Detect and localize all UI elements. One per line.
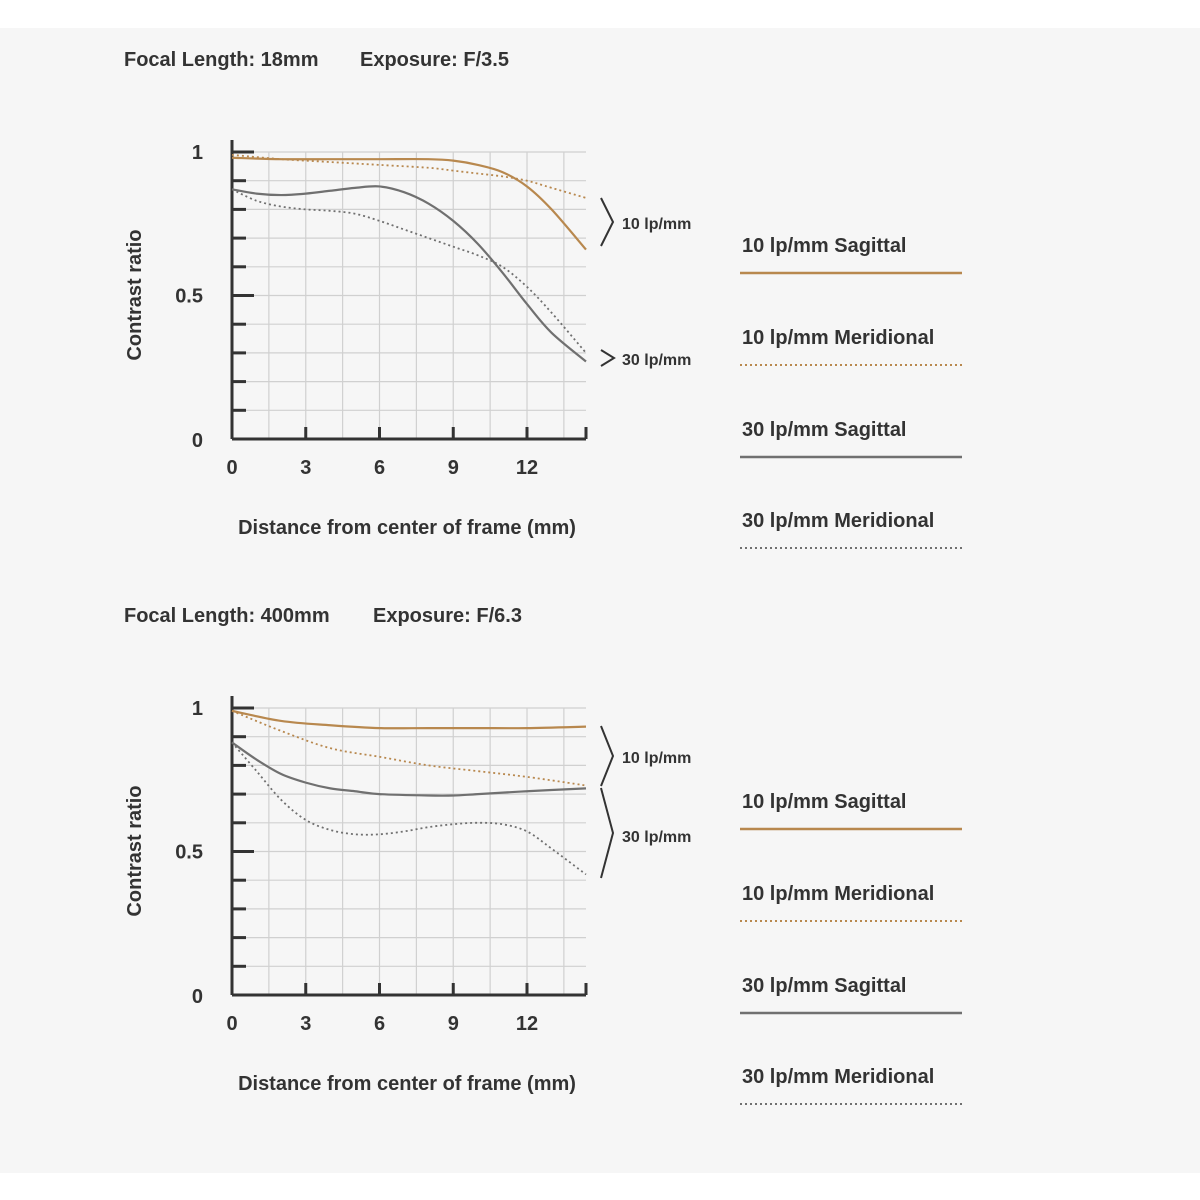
- chart2-exposure-subtitle: Exposure: F/6.3: [373, 605, 522, 627]
- chart2-bracket-10: [601, 726, 613, 786]
- chart1-x-tick-label: 6: [373, 457, 386, 479]
- chart1-y-tick-label: 0: [191, 430, 203, 452]
- chart1-series-30-lpmm-sagittal: [232, 186, 586, 361]
- chart2-y-tick-label: 0: [191, 986, 203, 1008]
- chart2-x-tick-label: 6: [373, 1013, 386, 1035]
- chart1-y-tick-label: 0.5: [175, 285, 203, 308]
- chart2-bracket-label-10: 10 lp/mm: [622, 750, 692, 767]
- chart2-bracket-30: [601, 788, 613, 878]
- chart2-x-tick-label: 3: [300, 1013, 312, 1035]
- chart2-y-axis-title: Contrast ratio: [124, 785, 146, 917]
- chart2-bracket-label-30: 30 lp/mm: [622, 829, 692, 846]
- chart1-bracket-30: [601, 350, 614, 366]
- chart1-legend-label-30-lpmm-sagittal: 30 lp/mm Sagittal: [742, 419, 907, 441]
- chart2-y-tick-label: 1: [191, 698, 203, 720]
- chart2-x-tick-label: 12: [515, 1013, 539, 1035]
- chart1-x-tick-label: 3: [300, 457, 312, 479]
- chart2-legend-label-30-lpmm-meridional: 30 lp/mm Meridional: [742, 1066, 935, 1088]
- chart1-legend-label-10-lpmm-meridional: 10 lp/mm Meridional: [742, 327, 935, 349]
- chart1-legend-label-10-lpmm-sagittal: 10 lp/mm Sagittal: [742, 235, 907, 257]
- chart2-x-axis-title: Distance from center of frame (mm): [238, 1073, 576, 1095]
- chart1-x-tick-label: 12: [515, 457, 539, 479]
- chart1-legend-label-30-lpmm-meridional: 30 lp/mm Meridional: [742, 510, 935, 532]
- chart1-exposure-subtitle: Exposure: F/3.5: [360, 49, 509, 71]
- chart1-bracket-label-10: 10 lp/mm: [622, 216, 692, 233]
- chart1-focal-length-title: Focal Length: 18mm: [124, 49, 319, 71]
- chart2-x-tick-label: 9: [447, 1013, 459, 1035]
- chart2-legend-label-10-lpmm-sagittal: 10 lp/mm Sagittal: [742, 791, 907, 813]
- chart1-bracket-label-30: 30 lp/mm: [622, 352, 692, 369]
- chart2-x-tick-label: 0: [226, 1013, 238, 1035]
- chart2-series-30-lpmm-sagittal: [232, 742, 586, 795]
- chart1-x-axis-title: Distance from center of frame (mm): [238, 517, 576, 539]
- chart2-legend-label-30-lpmm-sagittal: 30 lp/mm Sagittal: [742, 975, 907, 997]
- chart1-bracket-10: [601, 198, 613, 246]
- chart1-y-axis-title: Contrast ratio: [124, 229, 146, 361]
- chart2-y-tick-label: 0.5: [175, 841, 203, 864]
- chart1-series-30-lpmm-meridional: [232, 189, 586, 353]
- chart2-focal-length-title: Focal Length: 400mm: [124, 605, 330, 627]
- chart1-y-tick-label: 1: [191, 142, 203, 164]
- chart2-legend-label-10-lpmm-meridional: 10 lp/mm Meridional: [742, 883, 935, 905]
- chart1-x-tick-label: 9: [447, 457, 459, 479]
- chart1-series-10-lpmm-sagittal: [232, 158, 586, 250]
- chart2-series-10-lpmm-sagittal: [232, 711, 586, 728]
- chart1-x-tick-label: 0: [226, 457, 238, 479]
